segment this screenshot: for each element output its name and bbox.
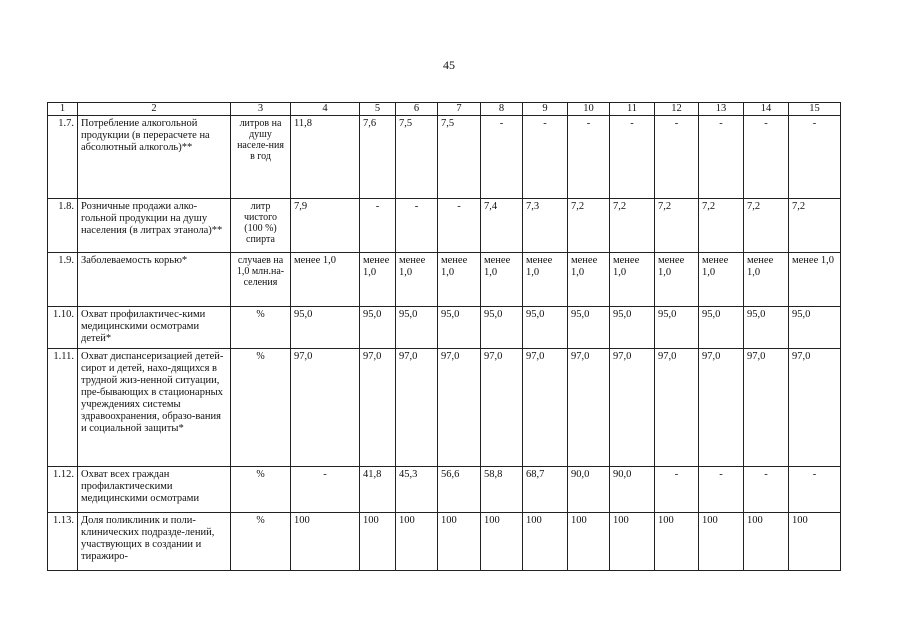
column-header: 1 xyxy=(48,103,78,116)
value-cell: 100 xyxy=(789,513,841,571)
value-cell: 100 xyxy=(699,513,744,571)
value-cell: 100 xyxy=(360,513,396,571)
value-cell: 100 xyxy=(744,513,789,571)
table-row xyxy=(48,116,841,199)
value-cell: 7,2 xyxy=(789,199,841,253)
value-cell: - xyxy=(568,116,610,199)
row-number: 1.11. xyxy=(48,349,78,467)
value-cell: 100 xyxy=(610,513,655,571)
header-row xyxy=(48,103,841,116)
value-cell: 97,0 xyxy=(523,349,568,467)
value-cell: 100 xyxy=(396,513,438,571)
value-cell: 100 xyxy=(523,513,568,571)
value-cell: менее 1,0 xyxy=(396,253,438,307)
value-cell: 100 xyxy=(568,513,610,571)
indicator-name: Доля поликлиник и поли-клинических подразде-лений, участвующих в создании и тиражиро- xyxy=(78,513,231,571)
row-number: 1.9. xyxy=(48,253,78,307)
table-row xyxy=(48,467,841,513)
value-cell: 97,0 xyxy=(744,349,789,467)
value-cell: 97,0 xyxy=(360,349,396,467)
value-cell: 95,0 xyxy=(610,307,655,349)
value-cell: 95,0 xyxy=(744,307,789,349)
indicator-name: Заболеваемость корью* xyxy=(78,253,231,307)
value-cell: 7,5 xyxy=(438,116,481,199)
value-cell: 95,0 xyxy=(396,307,438,349)
value-cell: 58,8 xyxy=(481,467,523,513)
unit-cell: % xyxy=(231,467,291,513)
value-cell: - xyxy=(789,467,841,513)
value-cell: 97,0 xyxy=(610,349,655,467)
value-cell: 95,0 xyxy=(789,307,841,349)
value-cell: 95,0 xyxy=(438,307,481,349)
value-cell: 95,0 xyxy=(523,307,568,349)
value-cell: - xyxy=(396,199,438,253)
column-header: 14 xyxy=(744,103,789,116)
value-cell: 95,0 xyxy=(699,307,744,349)
value-cell: - xyxy=(291,467,360,513)
column-header: 3 xyxy=(231,103,291,116)
value-cell: 11,8 xyxy=(291,116,360,199)
value-cell: 97,0 xyxy=(291,349,360,467)
unit-cell: % xyxy=(231,307,291,349)
value-cell: - xyxy=(481,116,523,199)
value-cell: 100 xyxy=(655,513,699,571)
value-cell: 7,2 xyxy=(699,199,744,253)
value-cell: - xyxy=(523,116,568,199)
table-row xyxy=(48,199,841,253)
value-cell: 97,0 xyxy=(568,349,610,467)
column-header: 11 xyxy=(610,103,655,116)
value-cell: - xyxy=(744,467,789,513)
column-header: 10 xyxy=(568,103,610,116)
value-cell: менее 1,0 xyxy=(655,253,699,307)
value-cell: 97,0 xyxy=(396,349,438,467)
indicator-name: Потребление алкогольной продукции (в перерасчете на абсолютный алкоголь)** xyxy=(78,116,231,199)
column-header: 12 xyxy=(655,103,699,116)
value-cell: 7,2 xyxy=(610,199,655,253)
indicators-table xyxy=(47,102,841,571)
value-cell: 90,0 xyxy=(568,467,610,513)
column-header: 13 xyxy=(699,103,744,116)
value-cell: 97,0 xyxy=(438,349,481,467)
table-row xyxy=(48,349,841,467)
value-cell: - xyxy=(789,116,841,199)
indicator-name: Охват профилактичес-кими медицинскими осмотрами детей* xyxy=(78,307,231,349)
row-number: 1.7. xyxy=(48,116,78,199)
value-cell: менее 1,0 xyxy=(291,253,360,307)
row-number: 1.8. xyxy=(48,199,78,253)
value-cell: 100 xyxy=(438,513,481,571)
value-cell: 7,9 xyxy=(291,199,360,253)
table-row xyxy=(48,513,841,571)
value-cell: менее 1,0 xyxy=(610,253,655,307)
value-cell: менее 1,0 xyxy=(481,253,523,307)
value-cell: менее 1,0 xyxy=(789,253,841,307)
value-cell: 7,4 xyxy=(481,199,523,253)
indicator-name: Охват всех граждан профилактическими медицинскими осмотрами xyxy=(78,467,231,513)
unit-cell: случаев на 1,0 млн.на-селения xyxy=(231,253,291,307)
row-number: 1.10. xyxy=(48,307,78,349)
row-number: 1.12. xyxy=(48,467,78,513)
value-cell: 95,0 xyxy=(655,307,699,349)
column-header: 6 xyxy=(396,103,438,116)
column-header: 7 xyxy=(438,103,481,116)
value-cell: 97,0 xyxy=(699,349,744,467)
value-cell: - xyxy=(655,467,699,513)
unit-cell: % xyxy=(231,513,291,571)
value-cell: 7,2 xyxy=(744,199,789,253)
value-cell: - xyxy=(655,116,699,199)
value-cell: 100 xyxy=(481,513,523,571)
value-cell: 41,8 xyxy=(360,467,396,513)
value-cell: 95,0 xyxy=(568,307,610,349)
unit-cell: литров на душу населе-ния в год xyxy=(231,116,291,199)
indicator-name: Розничные продажи алко-гольной продукции на душу населения (в литрах этанола)** xyxy=(78,199,231,253)
value-cell: 45,3 xyxy=(396,467,438,513)
value-cell: 7,5 xyxy=(396,116,438,199)
column-header: 8 xyxy=(481,103,523,116)
value-cell: менее 1,0 xyxy=(744,253,789,307)
value-cell: менее 1,0 xyxy=(699,253,744,307)
value-cell: - xyxy=(438,199,481,253)
value-cell: 7,3 xyxy=(523,199,568,253)
unit-cell: литр чистого (100 %) спирта xyxy=(231,199,291,253)
value-cell: менее 1,0 xyxy=(523,253,568,307)
value-cell: 100 xyxy=(291,513,360,571)
value-cell: - xyxy=(699,116,744,199)
column-header: 5 xyxy=(360,103,396,116)
column-header: 9 xyxy=(523,103,568,116)
column-header: 2 xyxy=(78,103,231,116)
page-number: 45 xyxy=(443,58,455,72)
value-cell: 97,0 xyxy=(481,349,523,467)
value-cell: 68,7 xyxy=(523,467,568,513)
value-cell: 90,0 xyxy=(610,467,655,513)
value-cell: менее 1,0 xyxy=(360,253,396,307)
table-row xyxy=(48,253,841,307)
value-cell: 56,6 xyxy=(438,467,481,513)
row-number: 1.13. xyxy=(48,513,78,571)
value-cell: - xyxy=(610,116,655,199)
value-cell: - xyxy=(699,467,744,513)
column-header: 4 xyxy=(291,103,360,116)
value-cell: 7,6 xyxy=(360,116,396,199)
table-row xyxy=(48,307,841,349)
value-cell: - xyxy=(744,116,789,199)
unit-cell: % xyxy=(231,349,291,467)
value-cell: менее 1,0 xyxy=(438,253,481,307)
value-cell: 7,2 xyxy=(568,199,610,253)
value-cell: 97,0 xyxy=(789,349,841,467)
column-header: 15 xyxy=(789,103,841,116)
value-cell: 95,0 xyxy=(291,307,360,349)
value-cell: - xyxy=(360,199,396,253)
value-cell: 7,2 xyxy=(655,199,699,253)
value-cell: 95,0 xyxy=(481,307,523,349)
value-cell: 97,0 xyxy=(655,349,699,467)
indicator-name: Охват диспансеризацией детей-сирот и детей, нахо-дящихся в трудной жиз-ненной ситуации, пре-бывающих в стационарных учреждениях системы здравоохранения, образо-вания и социальной защиты* xyxy=(78,349,231,467)
value-cell: 95,0 xyxy=(360,307,396,349)
value-cell: менее 1,0 xyxy=(568,253,610,307)
